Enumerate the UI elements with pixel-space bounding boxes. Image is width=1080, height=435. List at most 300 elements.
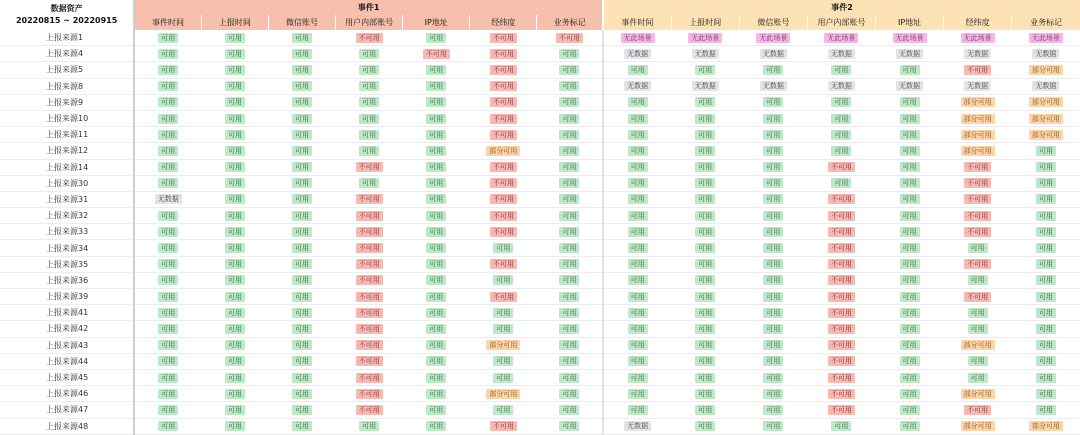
status-cell[interactable] — [876, 402, 944, 418]
status-cell[interactable] — [876, 94, 944, 110]
status-cell[interactable] — [336, 143, 403, 159]
status-cell[interactable] — [336, 289, 403, 305]
status-cell[interactable] — [201, 208, 268, 224]
status-cell[interactable] — [1012, 386, 1080, 402]
status-cell[interactable] — [876, 321, 944, 337]
status-cell[interactable] — [336, 353, 403, 369]
status-cell[interactable] — [201, 272, 268, 288]
source-name[interactable]: 上报来源48 — [0, 418, 134, 434]
status-cell[interactable] — [603, 175, 671, 191]
status-cell[interactable] — [671, 159, 739, 175]
status-cell[interactable] — [201, 402, 268, 418]
status-cell[interactable] — [739, 62, 807, 78]
column-header-event1[interactable]: 上报时间 — [201, 15, 268, 30]
status-cell[interactable] — [671, 321, 739, 337]
status-cell[interactable] — [470, 418, 537, 434]
status-cell[interactable] — [671, 62, 739, 78]
status-cell[interactable] — [876, 418, 944, 434]
status-cell[interactable] — [876, 305, 944, 321]
status-cell[interactable] — [134, 418, 201, 434]
status-cell[interactable] — [268, 289, 335, 305]
status-cell[interactable] — [403, 353, 470, 369]
status-cell[interactable] — [671, 78, 739, 94]
status-cell[interactable] — [403, 272, 470, 288]
status-cell[interactable] — [403, 78, 470, 94]
status-cell[interactable] — [739, 402, 807, 418]
status-cell[interactable] — [201, 46, 268, 62]
status-cell[interactable] — [739, 337, 807, 353]
status-cell[interactable] — [336, 240, 403, 256]
status-cell[interactable] — [944, 46, 1012, 62]
status-cell[interactable] — [671, 46, 739, 62]
status-cell[interactable] — [603, 62, 671, 78]
status-cell[interactable] — [671, 402, 739, 418]
status-cell[interactable] — [201, 62, 268, 78]
status-cell[interactable] — [268, 208, 335, 224]
status-cell[interactable] — [336, 94, 403, 110]
status-cell[interactable] — [268, 321, 335, 337]
status-cell[interactable] — [537, 353, 603, 369]
group-header-event1[interactable]: 事件1 — [134, 0, 603, 15]
status-cell[interactable] — [739, 175, 807, 191]
status-cell[interactable] — [1012, 369, 1080, 385]
status-cell[interactable] — [671, 143, 739, 159]
status-cell[interactable] — [944, 30, 1012, 46]
status-cell[interactable] — [134, 256, 201, 272]
status-cell[interactable] — [201, 321, 268, 337]
status-cell[interactable] — [876, 110, 944, 126]
status-cell[interactable] — [470, 127, 537, 143]
status-cell[interactable] — [134, 240, 201, 256]
status-cell[interactable] — [537, 143, 603, 159]
source-name[interactable]: 上报来源32 — [0, 208, 134, 224]
status-cell[interactable] — [470, 256, 537, 272]
status-cell[interactable] — [470, 289, 537, 305]
status-cell[interactable] — [403, 94, 470, 110]
status-cell[interactable] — [470, 94, 537, 110]
status-cell[interactable] — [603, 240, 671, 256]
status-cell[interactable] — [807, 337, 875, 353]
status-cell[interactable] — [671, 353, 739, 369]
status-cell[interactable] — [603, 353, 671, 369]
column-header-event1[interactable]: 经纬度 — [470, 15, 537, 30]
status-cell[interactable] — [403, 418, 470, 434]
status-cell[interactable] — [1012, 78, 1080, 94]
status-cell[interactable] — [537, 305, 603, 321]
status-cell[interactable] — [268, 386, 335, 402]
status-cell[interactable] — [537, 62, 603, 78]
status-cell[interactable] — [336, 127, 403, 143]
status-cell[interactable] — [739, 272, 807, 288]
status-cell[interactable] — [807, 256, 875, 272]
status-cell[interactable] — [876, 62, 944, 78]
column-header-event2[interactable]: 经纬度 — [944, 15, 1012, 30]
status-cell[interactable] — [1012, 175, 1080, 191]
status-cell[interactable] — [470, 305, 537, 321]
source-name[interactable]: 上报来源31 — [0, 191, 134, 207]
status-cell[interactable] — [201, 175, 268, 191]
status-cell[interactable] — [807, 46, 875, 62]
status-cell[interactable] — [336, 305, 403, 321]
status-cell[interactable] — [537, 369, 603, 385]
source-name[interactable]: 上报来源47 — [0, 402, 134, 418]
group-header-event2[interactable]: 事件2 — [603, 0, 1080, 15]
status-cell[interactable] — [1012, 418, 1080, 434]
status-cell[interactable] — [1012, 337, 1080, 353]
status-cell[interactable] — [403, 321, 470, 337]
column-header-event2[interactable]: 微信账号 — [739, 15, 807, 30]
status-cell[interactable] — [944, 159, 1012, 175]
status-cell[interactable] — [603, 272, 671, 288]
status-cell[interactable] — [739, 256, 807, 272]
status-cell[interactable] — [603, 337, 671, 353]
status-cell[interactable] — [201, 240, 268, 256]
source-name[interactable]: 上报来源8 — [0, 78, 134, 94]
status-cell[interactable] — [336, 386, 403, 402]
status-cell[interactable] — [134, 208, 201, 224]
status-cell[interactable] — [671, 256, 739, 272]
status-cell[interactable] — [268, 240, 335, 256]
status-cell[interactable] — [268, 159, 335, 175]
status-cell[interactable] — [537, 127, 603, 143]
status-cell[interactable] — [1012, 110, 1080, 126]
status-cell[interactable] — [268, 127, 335, 143]
status-cell[interactable] — [134, 110, 201, 126]
status-cell[interactable] — [807, 289, 875, 305]
status-cell[interactable] — [944, 321, 1012, 337]
status-cell[interactable] — [336, 78, 403, 94]
status-cell[interactable] — [134, 175, 201, 191]
status-cell[interactable] — [134, 78, 201, 94]
status-cell[interactable] — [403, 46, 470, 62]
status-cell[interactable] — [470, 369, 537, 385]
status-cell[interactable] — [134, 191, 201, 207]
status-cell[interactable] — [403, 143, 470, 159]
source-name[interactable]: 上报来源11 — [0, 127, 134, 143]
status-cell[interactable] — [134, 402, 201, 418]
status-cell[interactable] — [603, 159, 671, 175]
status-cell[interactable] — [1012, 353, 1080, 369]
source-name[interactable]: 上报来源41 — [0, 305, 134, 321]
status-cell[interactable] — [537, 191, 603, 207]
status-cell[interactable] — [944, 272, 1012, 288]
status-cell[interactable] — [1012, 30, 1080, 46]
status-cell[interactable] — [603, 143, 671, 159]
status-cell[interactable] — [201, 159, 268, 175]
status-cell[interactable] — [739, 321, 807, 337]
status-cell[interactable] — [537, 94, 603, 110]
status-cell[interactable] — [470, 62, 537, 78]
status-cell[interactable] — [603, 289, 671, 305]
source-name[interactable]: 上报来源46 — [0, 386, 134, 402]
source-name[interactable]: 上报来源33 — [0, 224, 134, 240]
status-cell[interactable] — [336, 62, 403, 78]
status-cell[interactable] — [537, 175, 603, 191]
source-name[interactable]: 上报来源36 — [0, 272, 134, 288]
source-name[interactable]: 上报来源45 — [0, 369, 134, 385]
status-cell[interactable] — [403, 369, 470, 385]
source-name[interactable]: 上报来源39 — [0, 289, 134, 305]
status-cell[interactable] — [807, 62, 875, 78]
status-cell[interactable] — [876, 337, 944, 353]
status-cell[interactable] — [403, 208, 470, 224]
status-cell[interactable] — [876, 78, 944, 94]
status-cell[interactable] — [470, 337, 537, 353]
status-cell[interactable] — [403, 224, 470, 240]
status-cell[interactable] — [470, 30, 537, 46]
status-cell[interactable] — [134, 62, 201, 78]
status-cell[interactable] — [201, 353, 268, 369]
status-cell[interactable] — [807, 321, 875, 337]
status-cell[interactable] — [336, 224, 403, 240]
status-cell[interactable] — [603, 321, 671, 337]
status-cell[interactable] — [134, 159, 201, 175]
status-cell[interactable] — [268, 418, 335, 434]
status-cell[interactable] — [470, 353, 537, 369]
status-cell[interactable] — [944, 127, 1012, 143]
status-cell[interactable] — [944, 143, 1012, 159]
status-cell[interactable] — [603, 402, 671, 418]
status-cell[interactable] — [1012, 224, 1080, 240]
status-cell[interactable] — [603, 46, 671, 62]
status-cell[interactable] — [739, 418, 807, 434]
status-cell[interactable] — [470, 175, 537, 191]
status-cell[interactable] — [201, 386, 268, 402]
status-cell[interactable] — [336, 402, 403, 418]
status-cell[interactable] — [403, 240, 470, 256]
status-cell[interactable] — [671, 418, 739, 434]
status-cell[interactable] — [470, 78, 537, 94]
status-cell[interactable] — [134, 369, 201, 385]
status-cell[interactable] — [603, 418, 671, 434]
status-cell[interactable] — [201, 418, 268, 434]
status-cell[interactable] — [336, 337, 403, 353]
source-name[interactable]: 上报来源12 — [0, 143, 134, 159]
status-cell[interactable] — [944, 337, 1012, 353]
status-cell[interactable] — [537, 256, 603, 272]
source-name[interactable]: 上报来源10 — [0, 110, 134, 126]
status-cell[interactable] — [201, 127, 268, 143]
status-cell[interactable] — [739, 240, 807, 256]
status-cell[interactable] — [671, 30, 739, 46]
status-cell[interactable] — [876, 175, 944, 191]
status-cell[interactable] — [134, 30, 201, 46]
status-cell[interactable] — [944, 62, 1012, 78]
status-cell[interactable] — [603, 386, 671, 402]
status-cell[interactable] — [944, 78, 1012, 94]
status-cell[interactable] — [944, 208, 1012, 224]
status-cell[interactable] — [470, 386, 537, 402]
status-cell[interactable] — [403, 386, 470, 402]
status-cell[interactable] — [876, 272, 944, 288]
status-cell[interactable] — [603, 256, 671, 272]
status-cell[interactable] — [1012, 272, 1080, 288]
column-header-event1[interactable]: 业务标记 — [537, 15, 603, 30]
status-cell[interactable] — [201, 224, 268, 240]
status-cell[interactable] — [1012, 208, 1080, 224]
status-cell[interactable] — [268, 191, 335, 207]
source-name[interactable]: 上报来源43 — [0, 337, 134, 353]
status-cell[interactable] — [1012, 240, 1080, 256]
status-cell[interactable] — [876, 191, 944, 207]
status-cell[interactable] — [807, 418, 875, 434]
status-cell[interactable] — [537, 30, 603, 46]
status-cell[interactable] — [470, 402, 537, 418]
status-cell[interactable] — [807, 240, 875, 256]
status-cell[interactable] — [671, 127, 739, 143]
status-cell[interactable] — [876, 289, 944, 305]
status-cell[interactable] — [807, 305, 875, 321]
column-header-event1[interactable]: IP地址 — [403, 15, 470, 30]
status-cell[interactable] — [403, 62, 470, 78]
status-cell[interactable] — [671, 272, 739, 288]
status-cell[interactable] — [537, 224, 603, 240]
status-cell[interactable] — [537, 337, 603, 353]
status-cell[interactable] — [336, 110, 403, 126]
status-cell[interactable] — [603, 78, 671, 94]
status-cell[interactable] — [134, 224, 201, 240]
status-cell[interactable] — [739, 46, 807, 62]
status-cell[interactable] — [268, 337, 335, 353]
status-cell[interactable] — [201, 305, 268, 321]
status-cell[interactable] — [403, 30, 470, 46]
status-cell[interactable] — [739, 289, 807, 305]
status-cell[interactable] — [1012, 256, 1080, 272]
status-cell[interactable] — [403, 191, 470, 207]
status-cell[interactable] — [537, 208, 603, 224]
status-cell[interactable] — [268, 256, 335, 272]
status-cell[interactable] — [537, 78, 603, 94]
status-cell[interactable] — [876, 353, 944, 369]
status-cell[interactable] — [1012, 62, 1080, 78]
status-cell[interactable] — [268, 353, 335, 369]
column-header-event2[interactable]: 事件时间 — [603, 15, 671, 30]
status-cell[interactable] — [739, 208, 807, 224]
status-cell[interactable] — [201, 30, 268, 46]
status-cell[interactable] — [603, 110, 671, 126]
status-cell[interactable] — [944, 353, 1012, 369]
status-cell[interactable] — [876, 46, 944, 62]
status-cell[interactable] — [201, 78, 268, 94]
status-cell[interactable] — [876, 386, 944, 402]
status-cell[interactable] — [403, 289, 470, 305]
status-cell[interactable] — [268, 94, 335, 110]
column-header-event1[interactable]: 用户内部账号 — [336, 15, 403, 30]
status-cell[interactable] — [944, 256, 1012, 272]
status-cell[interactable] — [739, 30, 807, 46]
status-cell[interactable] — [671, 337, 739, 353]
status-cell[interactable] — [807, 127, 875, 143]
status-cell[interactable] — [671, 386, 739, 402]
status-cell[interactable] — [944, 418, 1012, 434]
column-header-event2[interactable]: 上报时间 — [671, 15, 739, 30]
status-cell[interactable] — [201, 337, 268, 353]
status-cell[interactable] — [336, 30, 403, 46]
status-cell[interactable] — [671, 369, 739, 385]
source-name[interactable]: 上报来源5 — [0, 62, 134, 78]
status-cell[interactable] — [671, 175, 739, 191]
status-cell[interactable] — [268, 110, 335, 126]
status-cell[interactable] — [537, 240, 603, 256]
status-cell[interactable] — [739, 191, 807, 207]
status-cell[interactable] — [268, 175, 335, 191]
status-cell[interactable] — [739, 224, 807, 240]
status-cell[interactable] — [671, 305, 739, 321]
status-cell[interactable] — [336, 272, 403, 288]
status-cell[interactable] — [134, 94, 201, 110]
status-cell[interactable] — [201, 191, 268, 207]
status-cell[interactable] — [603, 369, 671, 385]
status-cell[interactable] — [134, 386, 201, 402]
status-cell[interactable] — [201, 256, 268, 272]
status-cell[interactable] — [470, 272, 537, 288]
status-cell[interactable] — [336, 321, 403, 337]
source-name[interactable]: 上报来源1 — [0, 30, 134, 46]
status-cell[interactable] — [1012, 143, 1080, 159]
status-cell[interactable] — [403, 256, 470, 272]
status-cell[interactable] — [134, 353, 201, 369]
status-cell[interactable] — [807, 143, 875, 159]
status-cell[interactable] — [1012, 127, 1080, 143]
status-cell[interactable] — [470, 143, 537, 159]
column-header-event2[interactable]: 业务标记 — [1012, 15, 1080, 30]
column-header-event2[interactable]: IP地址 — [876, 15, 944, 30]
status-cell[interactable] — [603, 224, 671, 240]
status-cell[interactable] — [876, 159, 944, 175]
status-cell[interactable] — [268, 143, 335, 159]
status-cell[interactable] — [739, 369, 807, 385]
status-cell[interactable] — [739, 305, 807, 321]
status-cell[interactable] — [336, 191, 403, 207]
status-cell[interactable] — [944, 305, 1012, 321]
status-cell[interactable] — [944, 224, 1012, 240]
status-cell[interactable] — [603, 127, 671, 143]
status-cell[interactable] — [403, 110, 470, 126]
status-cell[interactable] — [739, 159, 807, 175]
status-cell[interactable] — [336, 208, 403, 224]
status-cell[interactable] — [336, 369, 403, 385]
status-cell[interactable] — [134, 289, 201, 305]
status-cell[interactable] — [268, 272, 335, 288]
status-cell[interactable] — [537, 46, 603, 62]
status-cell[interactable] — [944, 94, 1012, 110]
status-cell[interactable] — [537, 159, 603, 175]
source-name[interactable]: 上报来源42 — [0, 321, 134, 337]
status-cell[interactable] — [739, 110, 807, 126]
status-cell[interactable] — [603, 305, 671, 321]
status-cell[interactable] — [134, 337, 201, 353]
status-cell[interactable] — [1012, 94, 1080, 110]
status-cell[interactable] — [671, 289, 739, 305]
status-cell[interactable] — [944, 110, 1012, 126]
status-cell[interactable] — [603, 191, 671, 207]
status-cell[interactable] — [807, 110, 875, 126]
status-cell[interactable] — [739, 78, 807, 94]
status-cell[interactable] — [739, 94, 807, 110]
status-cell[interactable] — [268, 402, 335, 418]
status-cell[interactable] — [1012, 46, 1080, 62]
status-cell[interactable] — [944, 402, 1012, 418]
status-cell[interactable] — [1012, 402, 1080, 418]
status-cell[interactable] — [944, 175, 1012, 191]
status-cell[interactable] — [470, 224, 537, 240]
status-cell[interactable] — [807, 386, 875, 402]
status-cell[interactable] — [944, 191, 1012, 207]
status-cell[interactable] — [807, 159, 875, 175]
status-cell[interactable] — [403, 175, 470, 191]
status-cell[interactable] — [537, 110, 603, 126]
status-cell[interactable] — [336, 46, 403, 62]
